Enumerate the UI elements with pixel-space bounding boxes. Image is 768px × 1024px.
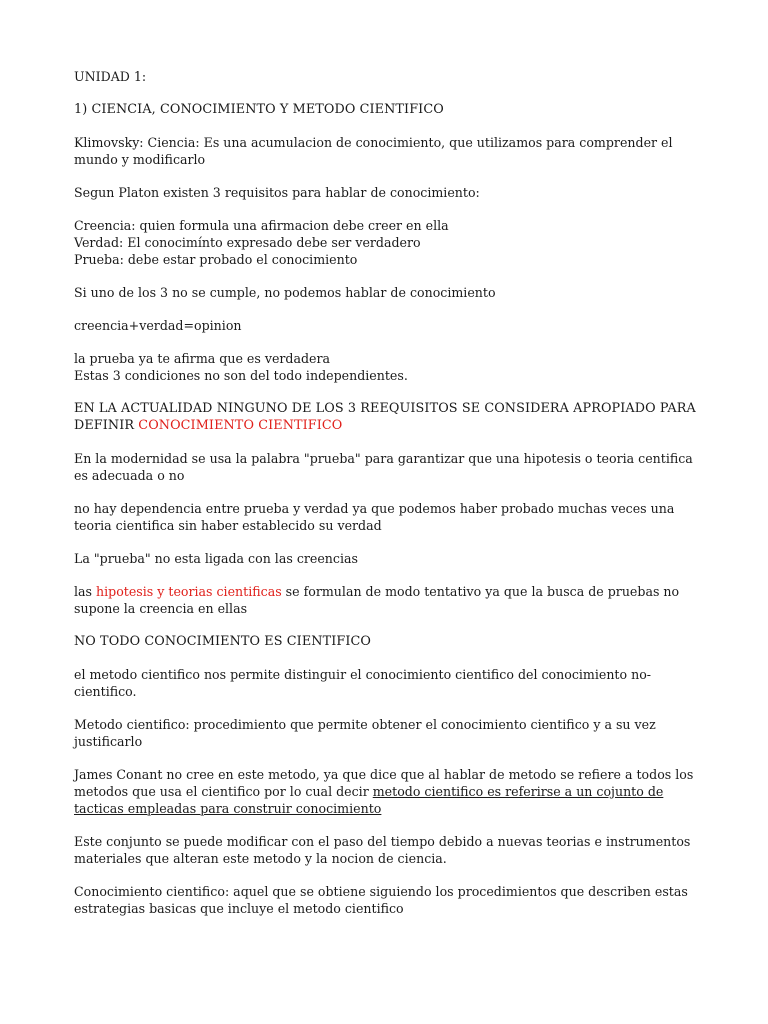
paragraph-formula: creencia+verdad=opinion	[74, 318, 242, 333]
paragraph-conant	[74, 766, 708, 817]
paragraph-metodo-definicion: Metodo cientifico: procedimiento que permite obtener el conocimiento cientifico y a su vez justificarlo	[74, 717, 656, 749]
heading-actualidad	[74, 400, 708, 434]
paragraph-si-uno: Si uno de los 3 no se cumple, no podemos hablar de conocimiento	[74, 285, 496, 300]
paragraph-prueba-condiciones	[74, 350, 708, 384]
paragraph-conjunto: Este conjunto se puede modificar con el paso del tiempo debido a nuevas teorias e instrumentos materiales que alteran este metodo y la nocion de ciencia.	[74, 834, 691, 866]
unit-title: UNIDAD 1:	[74, 69, 147, 84]
paragraph-platon: Segun Platon existen 3 requisitos para hablar de conocimiento:	[74, 185, 480, 200]
section-title: 1) CIENCIA, CONOCIMIENTO Y METODO CIENTIFICO	[74, 102, 444, 117]
requirement-verdad: Verdad: El conocimínto expresado debe ser verdadero	[74, 235, 421, 250]
paragraph-hipotesis	[74, 583, 708, 617]
requirement-prueba: Prueba: debe estar probado el conocimiento	[74, 252, 358, 267]
hipotesis-prefix: las	[74, 584, 97, 599]
paragraph-conocimiento-cientifico: Conocimiento cientifico: aquel que se obtiene siguiendo los procedimientos que describen estas estrategias basicas que incluye el metodo cientifico	[74, 884, 688, 916]
line-prueba-afirma: la prueba ya te afirma que es verdadera	[74, 351, 331, 366]
paragraph-metodo-distinguir: el metodo cientifico nos permite distinguir el conocimiento cientifico del conocimiento no-cientifico.	[74, 667, 652, 699]
conant-text: James Conant no cree en este metodo, ya que dice que al hablar de metodo se refiere a todos los metodos que usa el cientifico por lo cual decir	[74, 767, 694, 799]
hipotesis-suffix: se formulan de modo tentativo ya que la busca de pruebas no supone la creencia en ellas	[74, 584, 680, 616]
paragraph-creencias: La "prueba" no esta ligada con las creencias	[74, 551, 358, 566]
paragraph-klimovsky: Klimovsky: Ciencia: Es una acumulacion de conocimiento, que utilizamos para comprender el mundo y modificarlo	[74, 135, 673, 167]
heading-no-todo: NO TODO CONOCIMIENTO ES CIENTIFICO	[74, 634, 371, 649]
underlined-metodo-cientifico: metodo cientifico es referirse a un cojunto de tacticas empleadas para construir conocimiento	[74, 784, 664, 816]
line-condiciones: Estas 3 condiciones no son del todo independientes.	[74, 368, 408, 383]
highlight-hipotesis: hipotesis y teorias cientificas	[96, 584, 282, 599]
requirements-list	[74, 217, 708, 268]
paragraph-dependencia: no hay dependencia entre prueba y verdad ya que podemos haber probado muchas veces una teoria cientifica sin haber establecido su verdad	[74, 501, 675, 533]
heading-actualidad-text: EN LA ACTUALIDAD NINGUNO DE LOS 3 REEQUISITOS SE CONSIDERA APROPIADO PARA DEFINIR	[74, 401, 696, 433]
highlight-conocimiento-cientifico: CONOCIMIENTO CIENTIFICO	[138, 418, 343, 433]
requirement-creencia: Creencia: quien formula una afirmacion debe creer en ella	[74, 218, 449, 233]
paragraph-modernidad: En la modernidad se usa la palabra "prueba" para garantizar que una hipotesis o teoria centifica es adecuada o no	[74, 451, 693, 483]
